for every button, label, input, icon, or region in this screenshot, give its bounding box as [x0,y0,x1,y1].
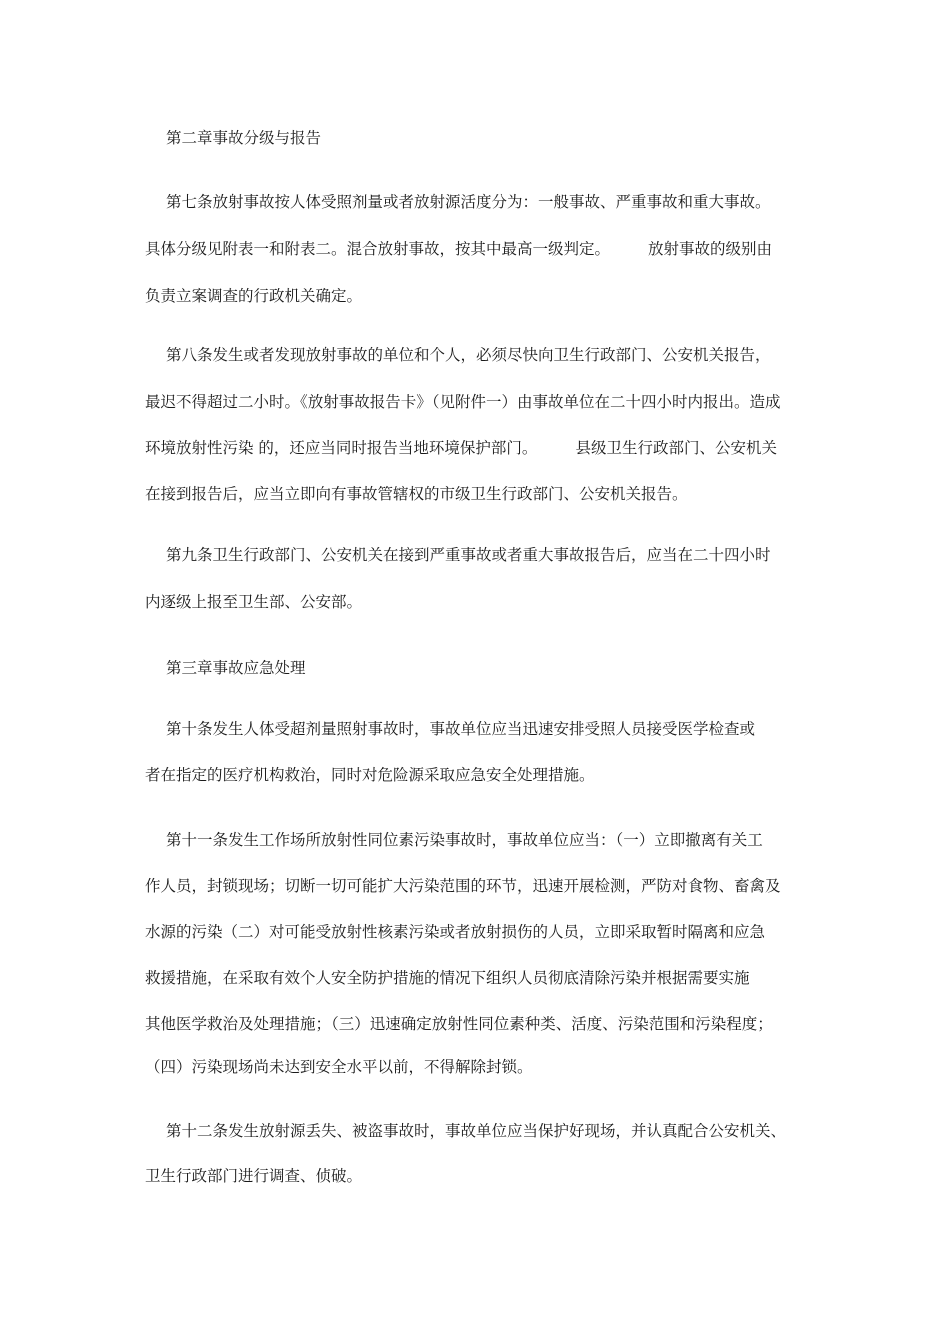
article-10-line-2: 者在指定的医疗机构救治，同时对危险源采取应急安全处理措施。 [145,766,595,784]
article-7-line-1: 第七条放射事故按人体受照剂量或者放射源活度分为：一般事故、严重事故和重大事故。 [166,193,771,211]
article-11-line-3: 水源的污染（二）对可能受放射性核素污染或者放射损伤的人员，立即采取暂时隔离和应急 [145,923,766,941]
chapter-3-heading: 第三章事故应急处理 [166,659,306,677]
article-11-line-6: （四）污染现场尚未达到安全水平以前，不得解除封锁。 [145,1058,533,1076]
article-11-line-5: 其他医学救治及处理措施；（三）迅速确定放射性同位素种类、活度、污染范围和污染程度； [145,1015,773,1033]
article-7-line-2-part-a: 具体分级见附表一和附表二。混合放射事故，按其中最高一级判定。 [145,240,611,258]
article-8-line-3-part-a: 环境放射性污染 的，还应当同时报告当地环境保护部门。 [145,439,538,457]
article-11-line-1: 第十一条发生工作场所放射性同位素污染事故时，事故单位应当：（一）立即撤离有关工 [166,831,763,849]
article-11-line-4: 救援措施，在采取有效个人安全防护措施的情况下组织人员彻底清除污染并根据需要实施 [145,969,750,987]
article-8-line-1: 第八条发生或者发现放射事故的单位和个人，必须尽快向卫生行政部门、公安机关报告， [166,346,771,364]
article-9-line-2: 内逐级上报至卫生部、公安部。 [145,593,363,611]
article-8-line-3 [145,438,825,458]
article-7-line-2-part-b: 放射事故的级别由 [648,240,773,258]
article-8-line-3-part-b: 县级卫生行政部门、公安机关 [575,439,777,457]
article-8-line-2: 最迟不得超过二小时。《放射事故报告卡》（见附件一）由事故单位在二十四小时内报出。造成 [145,393,781,411]
article-12-line-2: 卫生行政部门进行调查、侦破。 [145,1167,363,1185]
article-10-line-1: 第十条发生人体受超剂量照射事故时，事故单位应当迅速安排受照人员接受医学检查或 [166,720,756,738]
article-11-line-2: 作人员，封锁现场；切断一切可能扩大污染范围的环节，迅速开展检测，严防对食物、畜禽及 [145,877,781,895]
article-7-line-2 [145,239,825,259]
chapter-2-heading: 第二章事故分级与报告 [166,129,322,147]
article-12-line-1: 第十二条发生放射源丢失、被盗事故时，事故单位应当保护好现场，并认真配合公安机关、 [166,1122,787,1140]
article-9-line-1: 第九条卫生行政部门、公安机关在接到严重事故或者重大事故报告后，应当在二十四小时 [166,546,771,564]
article-7-line-3: 负责立案调查的行政机关确定。 [145,287,363,305]
article-8-line-4: 在接到报告后，应当立即向有事故管辖权的市级卫生行政部门、公安机关报告。 [145,485,688,503]
